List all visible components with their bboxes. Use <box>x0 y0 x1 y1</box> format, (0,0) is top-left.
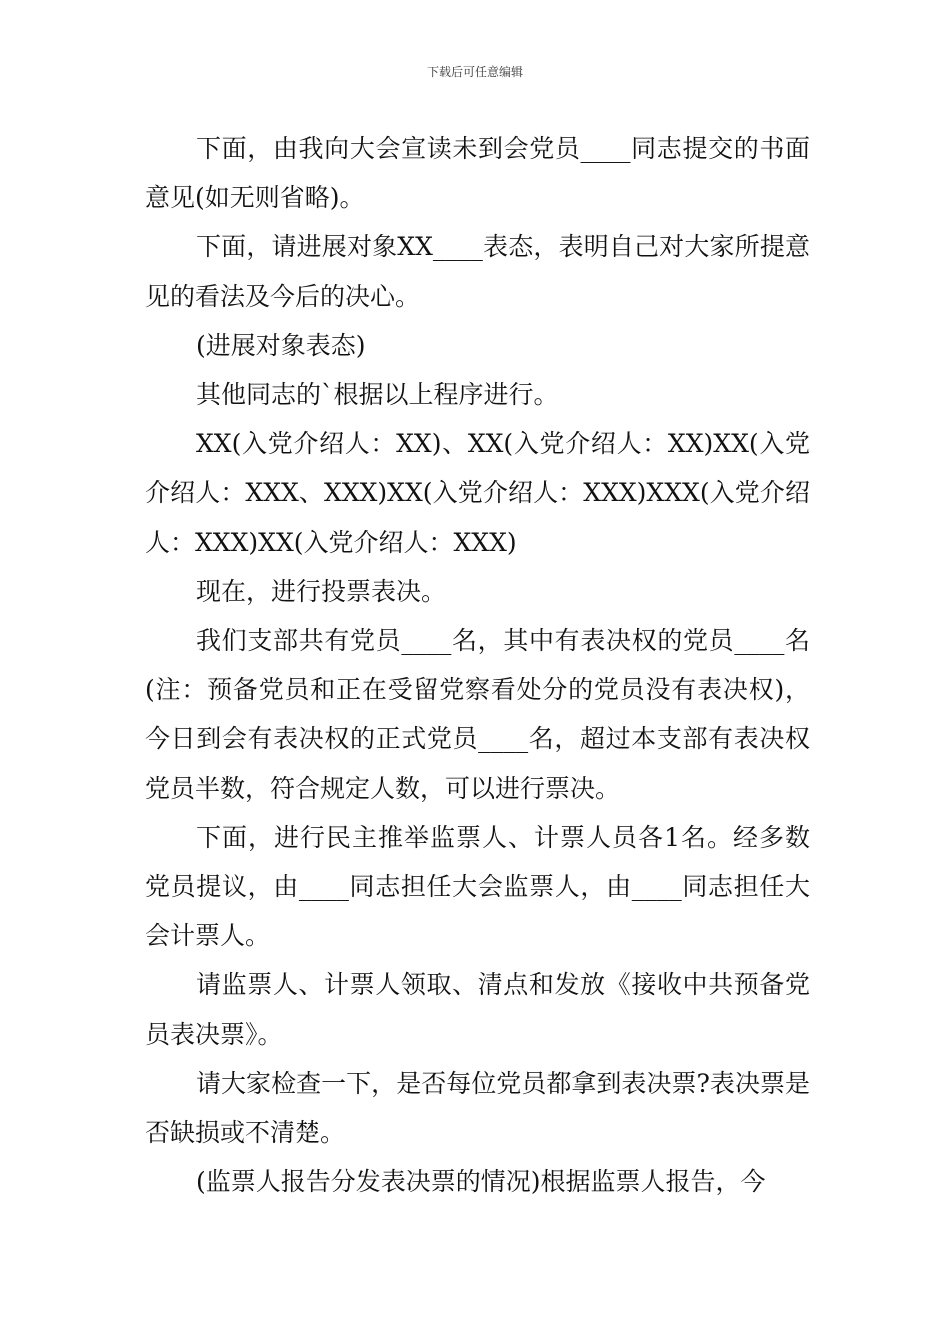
paragraph-absent-member-opinion: 下面，由我向大会宣读未到会党员____同志提交的书面意见(如无则省略)。 <box>145 134 810 213</box>
paragraph-scrutineer-report: (监票人报告分发表决票的情况)根据监票人报告，今 <box>196 1167 766 1197</box>
paragraph-check-ballots: 请大家检查一下，是否每位党员都拿到表决票?表决票是否缺损或不清楚。 <box>145 1068 810 1148</box>
paragraph-candidate-speaks: (进展对象表态) <box>196 330 366 360</box>
paragraph-distribute-ballots: 请监票人、计票人领取、清点和发放《接收中共预备党员表决票》。 <box>145 970 810 1049</box>
paragraph-member-count: 我们支部共有党员____名，其中有表决权的党员____名(注：预备党员和正在受留党察看处分的党员没有表决权)，今日到会有表决权的正式党员____名，超过本支部有表决权党员半数，符合规定人数，可以进行票决。 <box>145 626 810 803</box>
paragraph-introducer-list: XX(入党介绍人：XX)、XX(入党介绍人：XX)XX(入党介绍人：XXX、XXX)XX(入党介绍人：XXX)XXX(入党介绍人：XXX)XX(入党介绍人：XXX) <box>145 429 810 557</box>
document-body <box>145 124 810 1206</box>
paragraph-start-vote: 现在，进行投票表决。 <box>196 576 447 606</box>
paragraph-candidate-statement: 下面，请进展对象XX____表态，表明自己对大家所提意见的看法及今后的决心。 <box>145 232 810 311</box>
paragraph-other-comrades: 其他同志的`根据以上程序进行。 <box>196 380 559 410</box>
paragraph-elect-scrutineers: 下面，进行民主推举监票人、计票人员各1名。经多数党员提议，由____同志担任大会监票人，由____同志担任大会计票人。 <box>145 822 810 951</box>
page-header: 下载后可任意编辑 <box>426 65 523 79</box>
